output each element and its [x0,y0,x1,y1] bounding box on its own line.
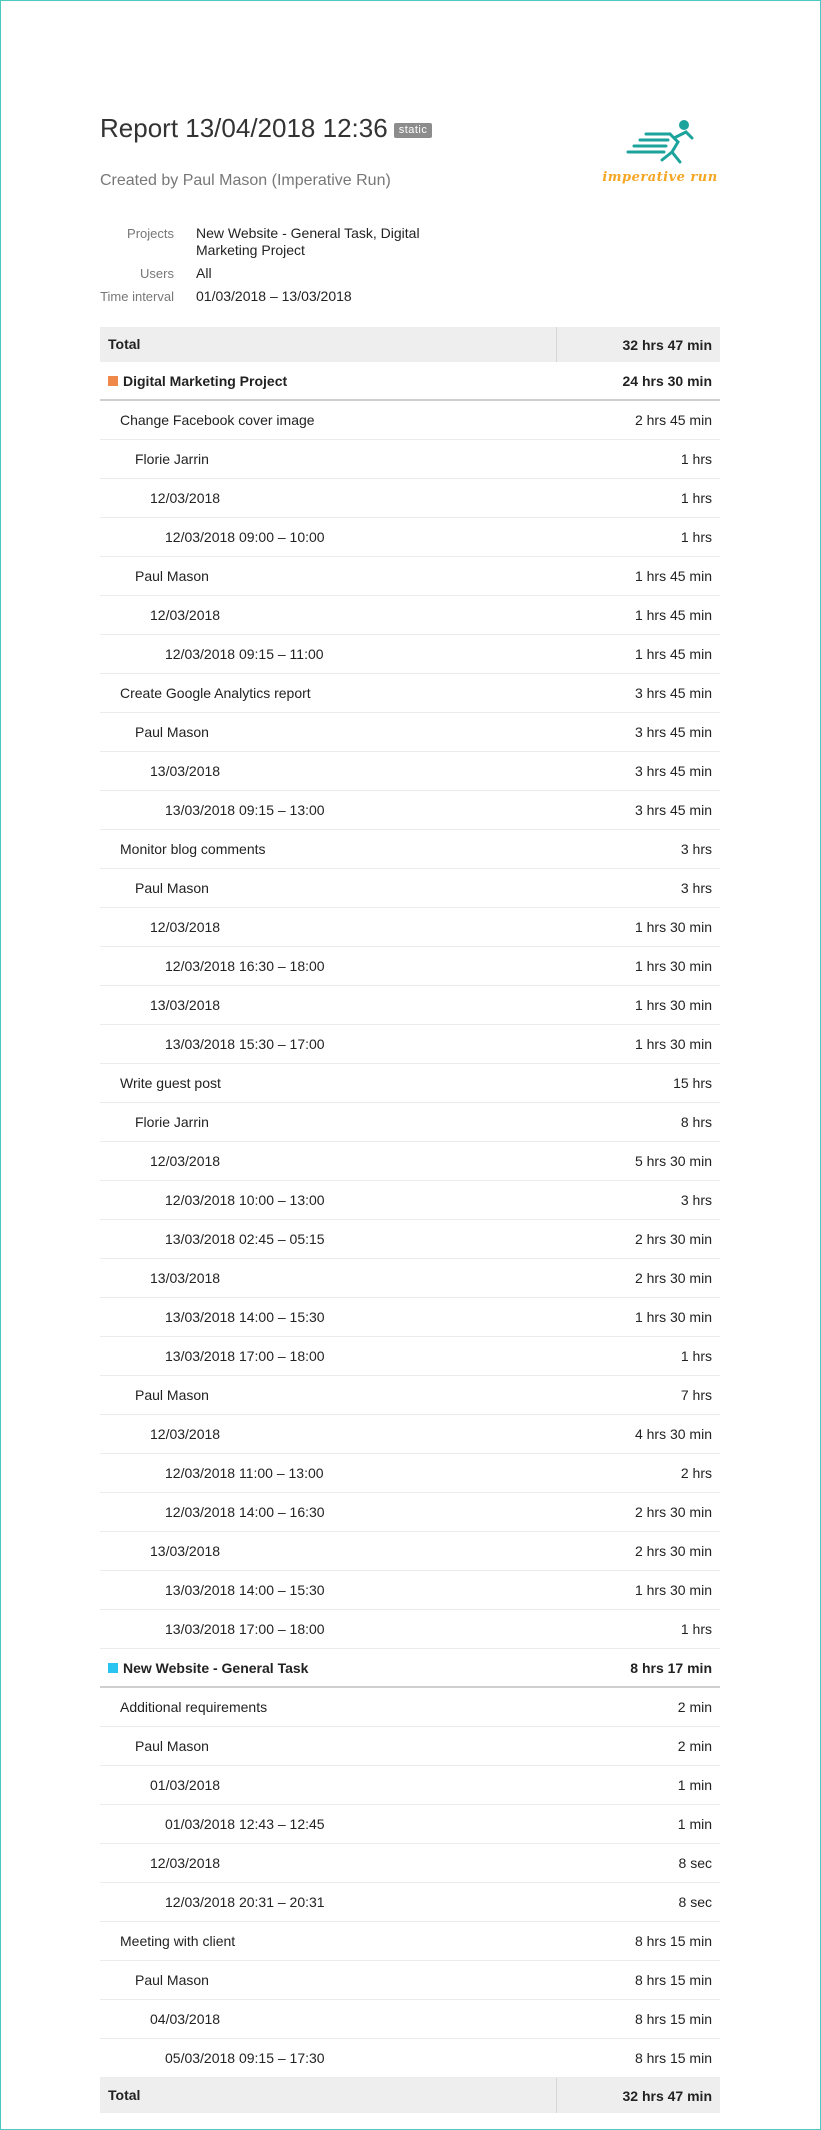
row-label [100,1543,635,1559]
table-row [100,1415,720,1454]
row-label-text: Paul Mason [135,1738,209,1754]
table-row [100,752,720,791]
table-row [100,1844,720,1883]
row-duration: 2 hrs 30 min [634,1270,712,1286]
row-label [100,1738,678,1754]
row-duration: 8 hrs 15 min [634,2011,712,2027]
table-row [100,2039,720,2078]
row-label [100,568,635,584]
table-row [100,869,720,908]
row-label-text: Write guest post [120,1075,221,1091]
report-rows [100,362,720,2078]
table-row [100,1103,720,1142]
row-duration: 1 hrs 45 min [634,607,712,623]
row-duration: 8 hrs 15 min [634,1972,712,1988]
row-label [100,1153,635,1169]
table-row [100,557,720,596]
total-value: 32 hrs 47 min [622,2087,712,2104]
row-duration: 5 hrs 30 min [634,1153,712,1169]
row-label [100,1075,673,1091]
row-label-text: 12/03/2018 09:15 – 11:00 [165,646,324,662]
row-label [100,1582,635,1598]
row-label-text: Paul Mason [135,724,209,740]
row-label-text: 12/03/2018 14:00 – 16:30 [165,1504,325,1520]
row-duration: 2 hrs 30 min [634,1231,712,1247]
project-row [100,1649,720,1688]
row-duration: 8 sec [678,1855,712,1871]
table-row [100,1337,720,1376]
row-duration: 2 min [677,1699,712,1715]
row-duration: 1 hrs 30 min [634,997,712,1013]
row-label-text: Paul Mason [135,1387,209,1403]
row-label-text: 12/03/2018 10:00 – 13:00 [165,1192,325,1208]
row-label [100,1270,635,1286]
row-duration: 1 hrs 45 min [634,646,712,662]
row-label [100,1114,681,1130]
row-label-text: 12/03/2018 [150,1855,221,1871]
table-row [100,1064,720,1103]
meta-users-label: Users [140,266,174,281]
row-duration: 1 hrs 30 min [634,1582,712,1598]
report-title-text: Report 13/04/2018 12:36 [100,113,388,143]
row-duration: 2 hrs 30 min [634,1504,712,1520]
row-label-text: 13/03/2018 [150,1543,221,1559]
table-row [100,635,720,674]
table-row [100,1688,720,1727]
row-label-text: 13/03/2018 14:00 – 15:30 [165,1309,325,1325]
row-label [100,373,623,389]
row-duration: 3 hrs [680,841,712,857]
report-meta [100,225,520,311]
row-label-text: 13/03/2018 15:30 – 17:00 [165,1036,325,1052]
row-label-text: 01/03/2018 [150,1777,221,1793]
row-label [100,1036,635,1052]
row-duration: 2 hrs 45 min [634,412,712,428]
row-label [100,685,635,701]
row-duration: 3 hrs [680,880,712,896]
report-table [100,327,720,2113]
row-label [100,412,635,428]
row-label-text: 12/03/2018 09:00 – 10:00 [165,529,325,545]
table-row [100,596,720,635]
row-duration: 8 hrs [680,1114,712,1130]
total-label: Total [100,2078,557,2113]
row-label [100,1855,679,1871]
table-row [100,1766,720,1805]
row-label-text: 13/03/2018 14:00 – 15:30 [165,1582,325,1598]
row-label [100,1660,630,1676]
row-label [100,451,681,467]
row-duration: 1 hrs [680,1621,712,1637]
meta-users-value: All [196,265,212,281]
row-label-text: Paul Mason [135,568,209,584]
row-label-text: Monitor blog comments [120,841,266,857]
row-label-text: 13/03/2018 09:15 – 13:00 [165,802,325,818]
row-duration: 1 hrs [680,529,712,545]
table-row [100,1922,720,1961]
row-label-text: 13/03/2018 02:45 – 05:15 [165,1231,325,1247]
row-label [100,1894,679,1910]
row-duration: 8 sec [678,1894,712,1910]
row-duration: 3 hrs 45 min [634,763,712,779]
row-label-text: 12/03/2018 [150,607,221,623]
table-row [100,1571,720,1610]
row-label-text: 13/03/2018 [150,997,221,1013]
row-duration: 1 hrs [680,490,712,506]
row-label [100,1621,681,1637]
row-duration: 1 min [677,1777,712,1793]
report-header [100,0,720,200]
runner-logo-icon [620,118,700,168]
row-label-text: Florie Jarrin [135,1114,209,1130]
table-row [100,440,720,479]
table-row [100,401,720,440]
meta-projects-value: New Website - General Task, Digital Marketing Project [196,225,420,258]
row-label-text: 05/03/2018 09:15 – 17:30 [165,2050,325,2066]
row-label [100,2011,635,2027]
table-row [100,1610,720,1649]
row-duration: 3 hrs 45 min [634,724,712,740]
table-row [100,674,720,713]
table-row [100,1220,720,1259]
row-duration: 3 hrs 45 min [634,802,712,818]
row-label-text: 04/03/2018 [150,2011,221,2027]
table-row [100,1883,720,1922]
table-row [100,479,720,518]
total-row-bottom [100,2078,720,2113]
row-duration: 8 hrs 15 min [634,1933,712,1949]
row-label [100,997,635,1013]
meta-users [100,265,520,282]
row-label-text: Paul Mason [135,1972,209,1988]
row-label [100,1348,681,1364]
row-duration: 1 hrs 30 min [634,1036,712,1052]
table-row [100,947,720,986]
total-label: Total [100,327,557,362]
row-label [100,1777,678,1793]
row-label [100,724,635,740]
project-color-swatch [108,376,118,386]
row-label-text: Meeting with client [120,1933,236,1949]
row-label [100,880,681,896]
project-color-swatch [108,1663,118,1673]
report-subtitle: Created by Paul Mason (Imperative Run) [100,172,391,189]
row-duration: 8 hrs 17 min [630,1659,712,1676]
table-row [100,986,720,1025]
row-duration: 15 hrs [673,1075,712,1091]
row-label [100,2050,635,2066]
table-row [100,1376,720,1415]
table-row [100,1727,720,1766]
table-row [100,908,720,947]
row-label [100,1465,681,1481]
row-label-text: 13/03/2018 [150,1270,221,1286]
row-label-text: 12/03/2018 [150,1426,221,1442]
row-label [100,646,635,662]
row-duration: 4 hrs 30 min [634,1426,712,1442]
row-label [100,1933,635,1949]
row-label [100,1387,681,1403]
static-badge: static [394,123,433,138]
row-label-text: 12/03/2018 20:31 – 20:31 [165,1894,325,1910]
row-label [100,841,681,857]
meta-projects-label: Projects [127,226,174,241]
row-label [100,1192,681,1208]
row-label-text: 13/03/2018 17:00 – 18:00 [165,1621,325,1637]
table-row [100,1259,720,1298]
table-row [100,1961,720,2000]
row-duration: 1 hrs [680,451,712,467]
table-row [100,1142,720,1181]
row-label [100,607,635,623]
row-label-text: 13/03/2018 17:00 – 18:00 [165,1348,325,1364]
row-duration: 1 hrs 30 min [634,958,712,974]
report-title [100,113,432,144]
row-label [100,802,635,818]
table-row [100,518,720,557]
row-label [100,1426,635,1442]
row-label-text: Create Google Analytics report [120,685,311,701]
report-page [100,0,720,2104]
row-label [100,1504,635,1520]
row-label-text: 01/03/2018 12:43 – 12:45 [165,1816,325,1832]
row-label-text: Digital Marketing Project [123,372,288,389]
row-label [100,1231,635,1247]
table-row [100,1025,720,1064]
table-row [100,1493,720,1532]
row-duration: 8 hrs 15 min [634,2050,712,2066]
company-logo [600,118,720,193]
table-row [100,791,720,830]
row-label-text: Paul Mason [135,880,209,896]
row-duration: 1 hrs [680,1348,712,1364]
meta-projects [100,225,520,259]
table-row [100,713,720,752]
table-row [100,1454,720,1493]
row-duration: 2 hrs 30 min [634,1543,712,1559]
row-label [100,1972,635,1988]
total-row-top [100,327,720,362]
row-duration: 1 hrs 30 min [634,1309,712,1325]
row-label-text: Additional requirements [120,1699,268,1715]
row-label [100,1699,678,1715]
row-label-text: Change Facebook cover image [120,412,315,428]
table-row [100,1181,720,1220]
row-label-text: New Website - General Task [123,1659,309,1676]
row-duration: 3 hrs [680,1192,712,1208]
row-label [100,958,635,974]
meta-interval-label: Time interval [100,289,174,304]
row-label-text: 12/03/2018 [150,919,221,935]
row-label [100,919,635,935]
row-label-text: 12/03/2018 11:00 – 13:00 [165,1465,324,1481]
row-label [100,529,681,545]
row-label [100,490,681,506]
row-label-text: 12/03/2018 16:30 – 18:00 [165,958,325,974]
row-duration: 7 hrs [680,1387,712,1403]
row-duration: 24 hrs 30 min [622,372,712,389]
table-row [100,1298,720,1337]
table-row [100,1532,720,1571]
row-duration: 1 hrs 30 min [634,919,712,935]
total-value: 32 hrs 47 min [622,336,712,353]
project-row [100,362,720,401]
row-label-text: 12/03/2018 [150,1153,221,1169]
meta-interval [100,288,520,305]
row-label-text: Florie Jarrin [135,451,209,467]
row-duration: 1 hrs 45 min [634,568,712,584]
row-label-text: 12/03/2018 [150,490,221,506]
table-row [100,1805,720,1844]
row-duration: 3 hrs 45 min [634,685,712,701]
row-duration: 2 hrs [680,1465,712,1481]
row-label [100,1309,635,1325]
table-row [100,830,720,869]
table-row [100,2000,720,2039]
meta-interval-value: 01/03/2018 – 13/03/2018 [196,288,352,304]
row-label-text: 13/03/2018 [150,763,221,779]
logo-text: imperative run [602,170,718,185]
row-duration: 2 min [677,1738,712,1754]
row-label [100,1816,678,1832]
row-duration: 1 min [677,1816,712,1832]
row-label [100,763,635,779]
